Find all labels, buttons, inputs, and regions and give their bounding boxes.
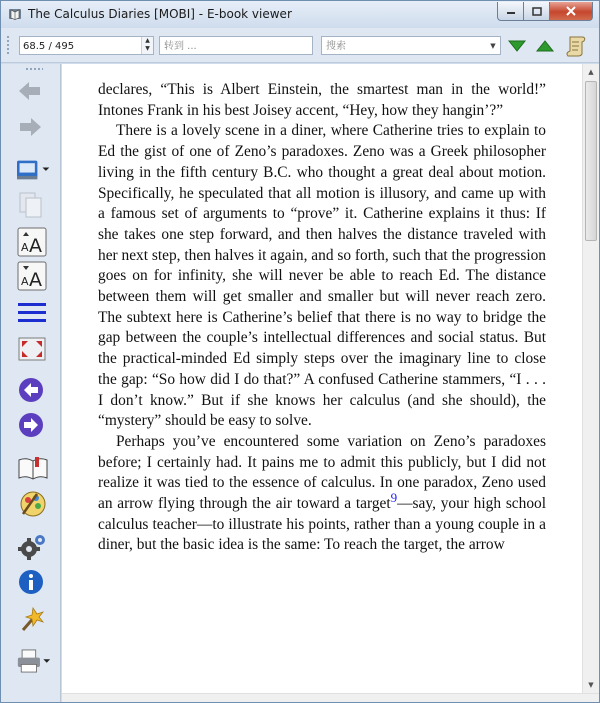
font-larger-button[interactable] <box>17 227 51 257</box>
copy-button[interactable] <box>17 190 51 220</box>
next-page-button[interactable] <box>17 410 51 440</box>
reference-mode-button[interactable] <box>17 604 51 634</box>
preferences-icon <box>17 488 49 518</box>
table-of-contents-icon <box>17 156 51 184</box>
previous-match-up-icon[interactable] <box>535 37 555 55</box>
back-button[interactable] <box>17 76 51 106</box>
svg-text:A: A <box>29 235 42 257</box>
info-icon <box>17 568 45 596</box>
paragraph-3-continued: —say, your high school calculus teacher—to illustrate his points, rather than a young couple in a diner, but the basic idea is the same: To reach the target, the arrow <box>98 495 547 554</box>
metadata-button[interactable] <box>17 532 51 562</box>
font-smaller-button[interactable] <box>17 261 51 291</box>
goto-box[interactable] <box>159 36 313 55</box>
left-toolbar <box>1 64 61 702</box>
next-match-down-icon[interactable] <box>507 37 527 55</box>
print-button[interactable] <box>17 646 51 676</box>
back-arrow-icon <box>17 79 43 103</box>
svg-text:A: A <box>29 269 42 291</box>
svg-text:A: A <box>21 275 29 288</box>
scroll-down-icon[interactable]: ▼ <box>588 681 594 689</box>
paragraph-2: There is a lovely scene in a diner, where Catherine tries to explain to Ed the gist of one of Zeno’s paradoxes. Zeno was a Greek philosopher living in the fifth century B.C. who thought a great deal about motion. Specifically, he speculated that all motion is illusory, and came up with a famous set of arguments to “prove” it. Catherine explains it thus: If she takes one step forward, and then halves the distance traveled with her next step, then halves it again, and so forth, such that the progression goes on for infinity, she will never be able to reach Ed. The distance between them will get smaller and smaller but will never reach zero. The subtext here is Catherine’s belief that there is no way to bridge the gap between the couple’s intellectual differences and social status. But the practical-minded Ed simply steps over the imaginary line to close the gap: “So how did I do that?” A confused Catherine stammers, “I . . . I don’t know.” But if she knows her calculus (and she should), the “mystery” should be easy to solve. <box>98 122 546 430</box>
toc-lines-button[interactable] <box>17 298 51 328</box>
bookmark-book-icon <box>17 454 49 482</box>
font-larger-icon <box>17 227 47 257</box>
preferences-button[interactable] <box>17 488 51 518</box>
previous-page-button[interactable] <box>17 375 51 405</box>
svg-text:A: A <box>21 241 29 254</box>
spin-up-icon[interactable]: ▲ <box>145 37 150 44</box>
previous-page-icon <box>17 376 45 404</box>
window-title: The Calculus Diaries [MOBI] - E-book viewer <box>28 7 292 21</box>
paragraph-3 <box>98 432 546 556</box>
top-toolbar <box>1 28 599 63</box>
window-controls <box>497 2 593 21</box>
reference-scroll-icon[interactable] <box>565 34 587 58</box>
app-icon <box>8 7 22 21</box>
fullscreen-button[interactable] <box>17 334 51 364</box>
spin-down-icon[interactable]: ▼ <box>145 45 150 52</box>
toc-lines-icon <box>17 300 47 326</box>
position-input[interactable] <box>23 39 141 53</box>
minimize-icon <box>506 7 516 15</box>
print-icon <box>17 646 51 676</box>
goto-input[interactable] <box>164 39 309 53</box>
position-spin-buttons <box>141 37 153 54</box>
book-page <box>98 80 546 556</box>
scroll-up-icon[interactable]: ▲ <box>588 68 594 76</box>
forward-button[interactable] <box>17 112 51 142</box>
maximize-icon <box>532 7 542 16</box>
forward-arrow-icon <box>17 115 43 139</box>
paragraph-3-text: Perhaps you’ve encountered some variation on Zeno’s paradoxes before; I certainly had. It pains me to admit this publicly, but I did not realize it was tied to the essence of calculus. In one paradox, Zeno used an arrow flying through the air toward a target <box>98 432 546 513</box>
scroll-thumb[interactable] <box>585 81 597 241</box>
search-box[interactable] <box>321 36 501 55</box>
font-smaller-icon <box>17 261 47 291</box>
metadata-gear-icon <box>17 532 47 562</box>
paragraph-1: declares, “This is Albert Einstein, the smartest man in the world!” Intones Frank in his best Joisey accent, “Hey, how they hangin’?” <box>98 81 546 119</box>
close-button[interactable] <box>549 2 593 21</box>
toc-button[interactable] <box>17 155 51 185</box>
maximize-button[interactable] <box>523 2 549 21</box>
title-bar <box>1 1 599 28</box>
vertical-scrollbar[interactable] <box>582 64 599 693</box>
info-button[interactable] <box>17 567 51 597</box>
next-page-icon <box>17 411 45 439</box>
search-input[interactable] <box>326 39 486 53</box>
toolbar-grip[interactable] <box>6 35 10 55</box>
reference-mode-icon <box>17 604 47 634</box>
footnote-link[interactable]: 9 <box>390 489 398 505</box>
copy-icon <box>17 190 47 220</box>
fullscreen-icon <box>17 335 47 363</box>
bookmark-button[interactable] <box>17 453 51 483</box>
close-icon <box>565 6 577 16</box>
document-view[interactable] <box>62 64 582 693</box>
chevron-down-icon[interactable]: ▼ <box>490 41 496 50</box>
position-spinbox[interactable] <box>19 36 154 55</box>
minimize-button[interactable] <box>497 2 523 21</box>
horizontal-scrollbar[interactable] <box>62 693 599 702</box>
sidebar-grip[interactable] <box>25 67 43 71</box>
